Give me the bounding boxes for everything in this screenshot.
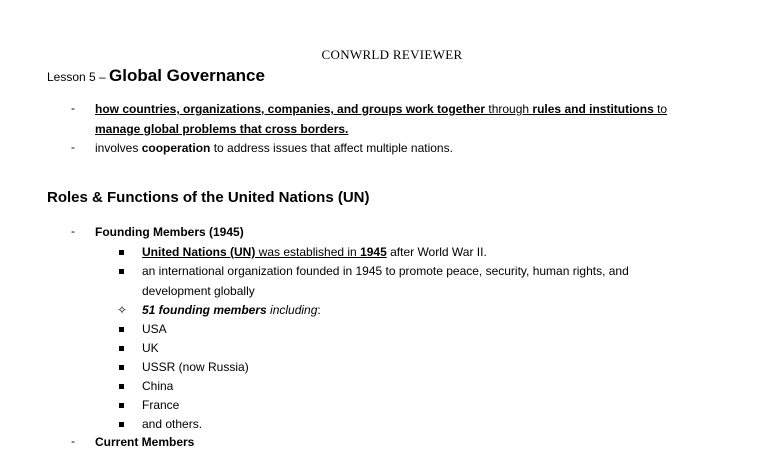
lesson-heading: Global Governance <box>109 66 265 85</box>
lesson-prefix: Lesson 5 – <box>47 70 110 84</box>
un-description-line-1: an international organization founded in 1945 to promote peace, security, human rights, and <box>142 264 629 278</box>
square-bullet-icon <box>119 365 124 370</box>
member-list-item: USSR (now Russia) <box>142 360 249 374</box>
member-list-item: USA <box>142 322 167 336</box>
square-bullet-icon <box>119 327 124 332</box>
section-heading: Roles & Functions of the United Nations (UN) <box>47 189 370 206</box>
square-bullet-icon <box>119 422 124 427</box>
member-list-item: UK <box>142 341 159 355</box>
square-bullet-icon <box>119 346 124 351</box>
member-list-item: and others. <box>142 417 203 431</box>
intro-bullet-1-line-2: manage global problems that cross borders. <box>95 122 349 136</box>
intro-bullet-2: involves cooperation to address issues that affect multiple nations. <box>95 141 453 155</box>
four-diamond-bullet-icon: ✧ <box>117 303 128 317</box>
un-established-item: United Nations (UN) was established in 1945 after World War II. <box>142 245 487 259</box>
member-list-item: France <box>142 398 180 412</box>
square-bullet-icon <box>119 384 124 389</box>
dash-bullet: - <box>71 434 75 448</box>
dash-bullet: - <box>71 224 75 238</box>
member-list-item: China <box>142 379 174 393</box>
square-bullet-icon <box>119 269 124 274</box>
document-title: CONWRLD REVIEWER <box>321 47 463 62</box>
square-bullet-icon <box>119 250 124 255</box>
lesson-title <box>47 66 265 86</box>
founding-members-count: 51 founding members including: <box>142 303 321 317</box>
un-description-line-2: development globally <box>142 284 255 298</box>
dash-bullet: - <box>71 140 75 154</box>
square-bullet-icon <box>119 403 124 408</box>
intro-bullet-1-line-1: how countries, organizations, companies, and groups work together through rules and institutions to <box>95 102 668 116</box>
dash-bullet: - <box>71 101 75 115</box>
current-members-subheading: Current Members <box>95 435 195 449</box>
founding-members-subheading: Founding Members (1945) <box>95 225 244 239</box>
